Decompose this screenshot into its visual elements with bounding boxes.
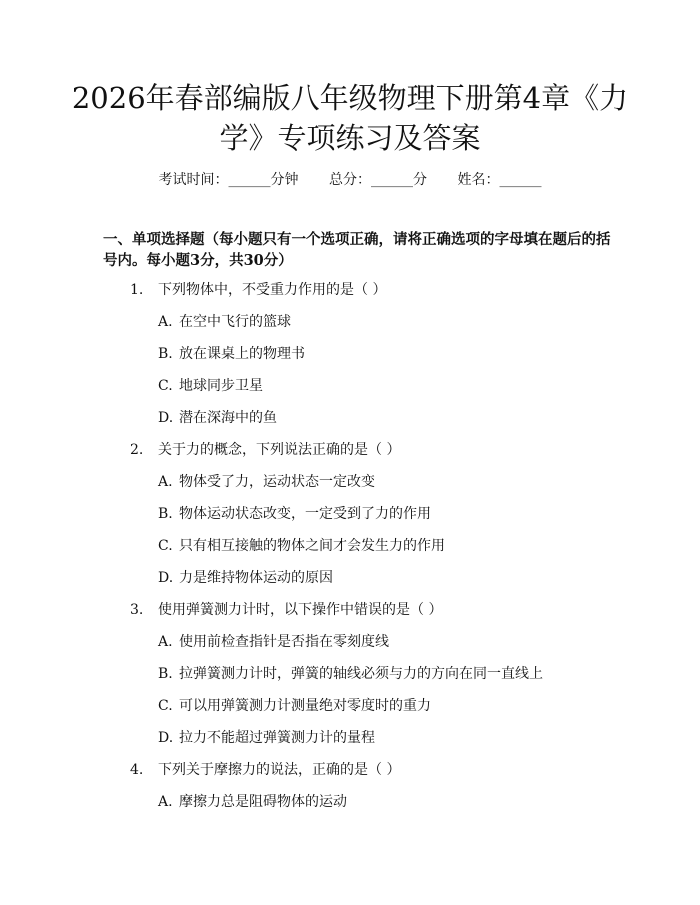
option-text: 潜在深海中的鱼 [179, 410, 277, 426]
option-text: 可以用弹簧测力计测量绝对零度时的重力 [179, 698, 431, 714]
question-stem [0, 279, 700, 311]
option-a [0, 311, 700, 343]
option-letter: A. [158, 474, 173, 490]
student-name-field: 姓名：______ [457, 172, 542, 188]
exam-time-field: 考试时间：______分钟 [158, 172, 299, 188]
option-c [0, 695, 700, 727]
option-letter: B. [158, 506, 173, 522]
exam-meta-line [0, 170, 700, 190]
option-letter: A. [158, 314, 173, 330]
option-text: 使用前检查指针是否指在零刻度线 [179, 634, 389, 650]
option-letter: A. [158, 794, 173, 810]
question-number: 1. [130, 282, 144, 298]
option-letter: B. [158, 666, 173, 682]
option-letter: D. [158, 730, 174, 746]
option-letter: B. [158, 346, 173, 362]
question-text: 使用弹簧测力计时，以下操作中错误的是（ ） [158, 602, 443, 618]
option-d [0, 407, 700, 439]
question-3 [0, 599, 700, 759]
question-1 [0, 279, 700, 439]
option-text: 拉力不能超过弹簧测力计的量程 [179, 730, 375, 746]
option-c [0, 375, 700, 407]
option-a [0, 631, 700, 663]
option-c [0, 535, 700, 567]
question-text: 下列物体中，不受重力作用的是（ ） [158, 282, 387, 298]
option-letter: D. [158, 570, 174, 586]
question-stem [0, 759, 700, 791]
question-stem [0, 599, 700, 631]
option-d [0, 727, 700, 759]
option-text: 在空中飞行的篮球 [179, 314, 291, 330]
option-text: 只有相互接触的物体之间才会发生力的作用 [179, 538, 445, 554]
question-number: 3. [130, 602, 144, 618]
section-heading: 一、单项选择题（每小题只有一个选项正确，请将正确选项的字母填在题后的括号内。每小题3分，共30分） [103, 231, 611, 269]
option-d [0, 567, 700, 599]
question-text: 下列关于摩擦力的说法，正确的是（ ） [158, 762, 401, 778]
option-letter: C. [158, 698, 173, 714]
option-letter: D. [158, 410, 174, 426]
option-text: 物体受了力，运动状态一定改变 [179, 474, 375, 490]
option-text: 力是维持物体运动的原因 [179, 570, 333, 586]
question-list [0, 279, 700, 823]
option-b [0, 663, 700, 695]
option-a [0, 471, 700, 503]
option-text: 放在课桌上的物理书 [179, 346, 305, 362]
document-title: 2026年春部编版八年级物理下册第4章《力学》专项练习及答案 [71, 81, 629, 155]
option-letter: A. [158, 634, 173, 650]
option-a [0, 791, 700, 823]
question-4 [0, 759, 700, 823]
option-letter: C. [158, 378, 173, 394]
question-stem [0, 439, 700, 471]
total-score-field: 总分：______分 [329, 172, 427, 188]
question-number: 2. [130, 442, 144, 458]
question-2 [0, 439, 700, 599]
option-b [0, 343, 700, 375]
question-text: 关于力的概念，下列说法正确的是（ ） [158, 442, 401, 458]
option-text: 拉弹簧测力计时，弹簧的轴线必须与力的方向在同一直线上 [179, 666, 543, 682]
option-b [0, 503, 700, 535]
option-text: 地球同步卫星 [179, 378, 263, 394]
option-letter: C. [158, 538, 173, 554]
question-number: 4. [130, 762, 144, 778]
option-text: 摩擦力总是阻碍物体的运动 [179, 794, 347, 810]
option-text: 物体运动状态改变，一定受到了力的作用 [179, 506, 431, 522]
